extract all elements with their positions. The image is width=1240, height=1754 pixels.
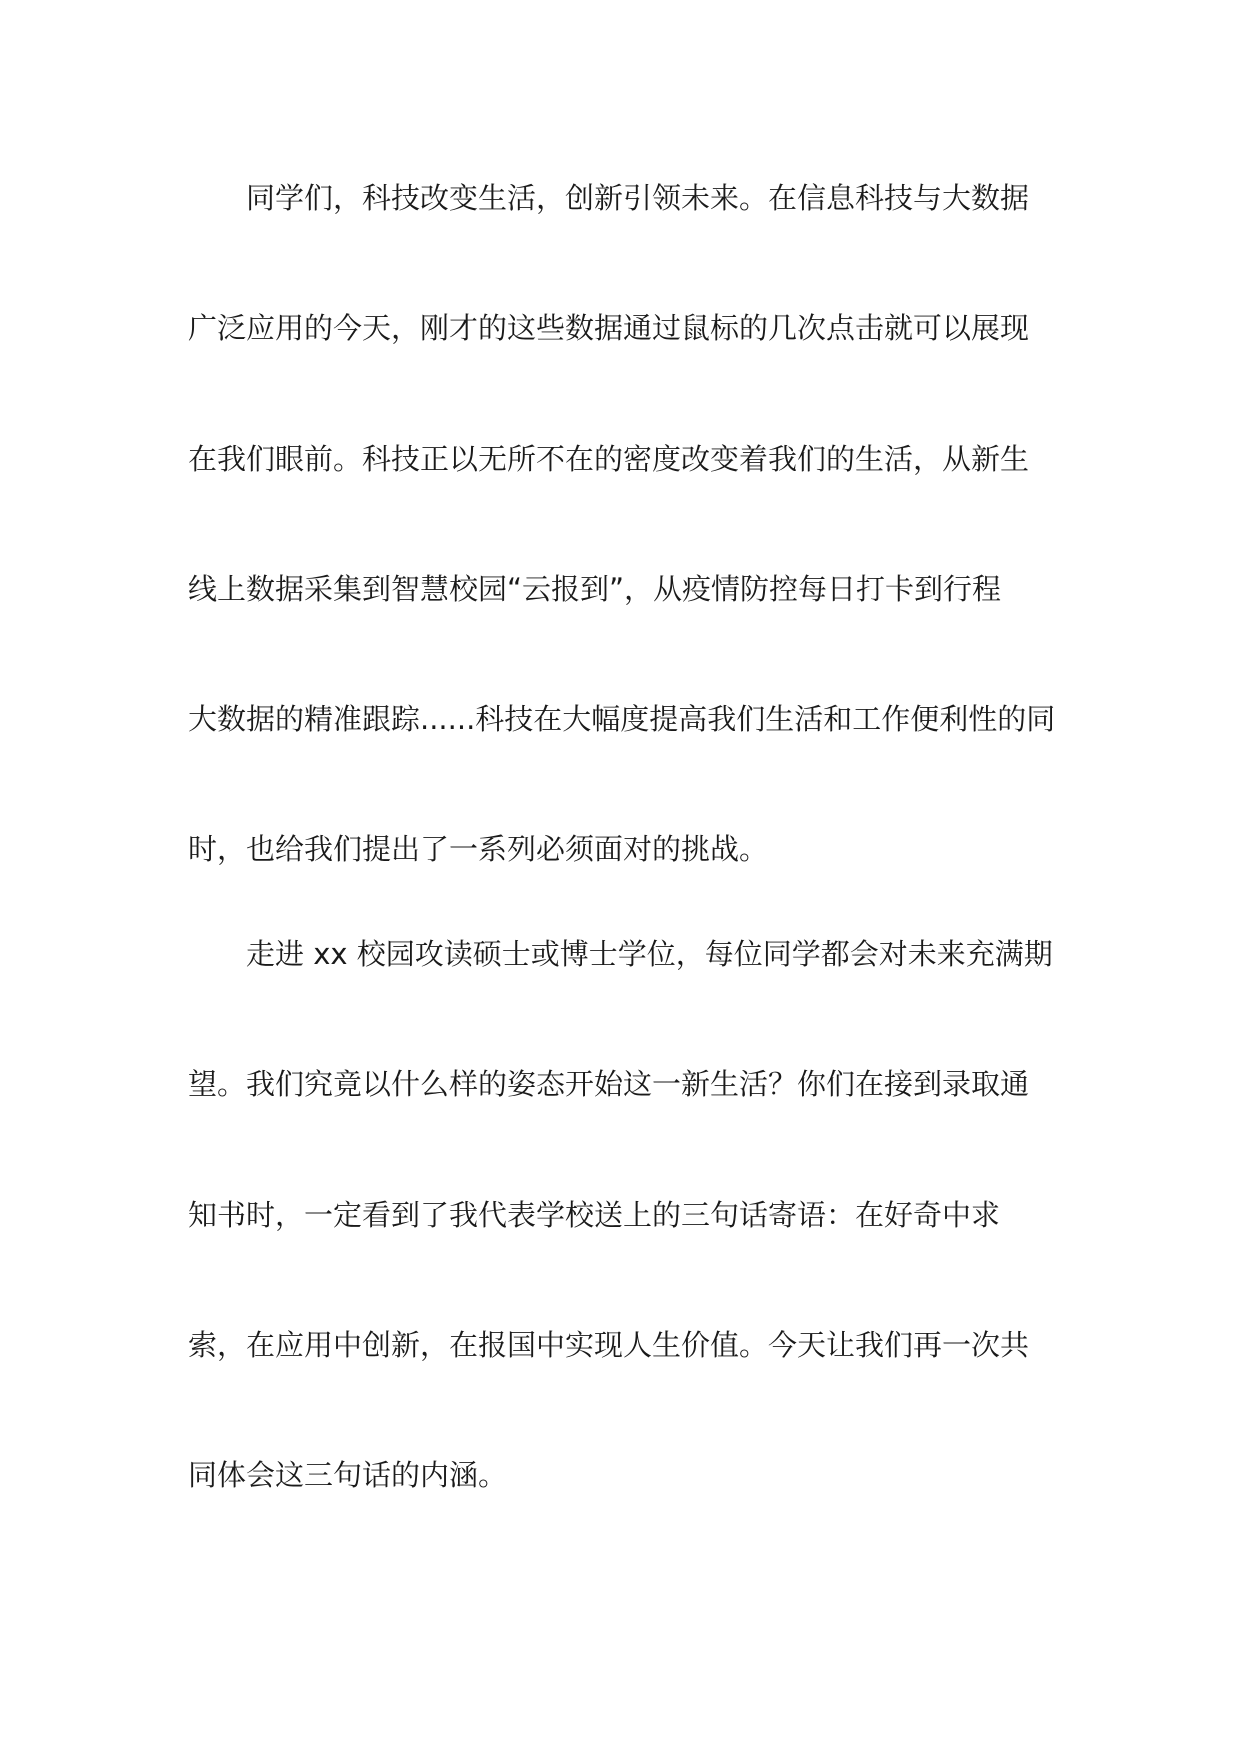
text-line: 线上数据采集到智慧校园“云报到”，从疫情防控每日打卡到行程 bbox=[188, 572, 1002, 606]
text-line: 广泛应用的今天，刚才的这些数据通过鼠标的几次点击就可以展现 bbox=[188, 311, 1030, 345]
text-line: 索，在应用中创新，在报国中实现人生价值。今天让我们再一次共 bbox=[188, 1328, 1030, 1362]
text-line: 知书时，一定看到了我代表学校送上的三句话寄语：在好奇中求 bbox=[188, 1198, 1001, 1232]
text-line: 望。我们究竟以什么样的姿态开始这一新生活？你们在接到录取通 bbox=[188, 1067, 1030, 1101]
text-line: 在我们眼前。科技正以无所不在的密度改变着我们的生活，从新生 bbox=[188, 442, 1030, 476]
text-line: 同学们，科技改变生活，创新引领未来。在信息科技与大数据 bbox=[246, 181, 1030, 215]
text-line: 大数据的精准跟踪......科技在大幅度提高我们生活和工作便利性的同 bbox=[188, 702, 1056, 736]
text-line: 时，也给我们提出了一系列必须面对的挑战。 bbox=[188, 832, 769, 866]
text-line: 同体会这三句话的内涵。 bbox=[188, 1458, 508, 1492]
text-line: 走进 xx 校园攻读硕士或博士学位，每位同学都会对未来充满期 bbox=[246, 937, 1053, 971]
